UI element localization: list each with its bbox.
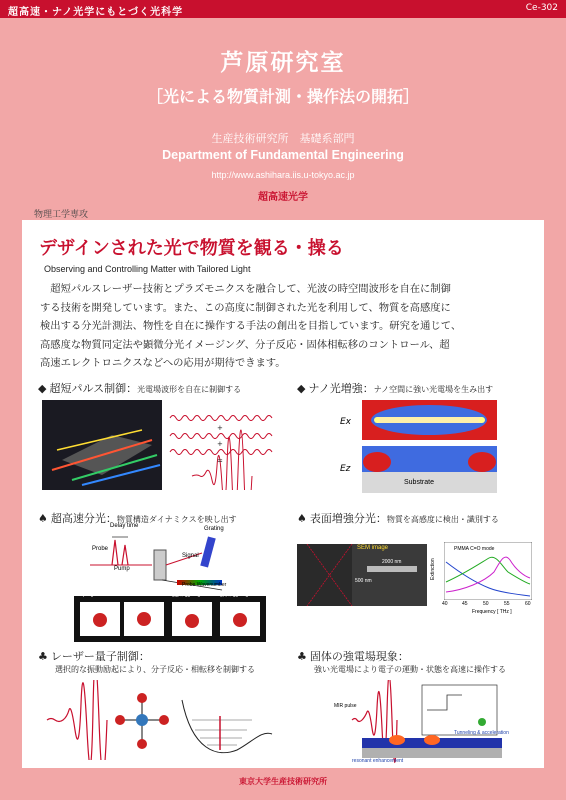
scale-500-label: 500 nm	[355, 578, 372, 584]
intro-line: 超短パルスレーザー技術とプラズモニクスを融合して、光波の時空間波形を自在に制御	[50, 283, 451, 295]
diamond-icon: ◆	[38, 382, 47, 395]
svg-text:+: +	[217, 424, 223, 432]
major-strip	[0, 206, 566, 220]
lab-name: 芦原研究室	[220, 50, 346, 76]
poster-code: Ce-302	[525, 3, 558, 13]
major-label: 物理工学専攻	[34, 210, 89, 220]
delay-time-label: Delay time	[110, 523, 139, 529]
sem-image-figure	[297, 544, 427, 606]
diamond-icon: ◆	[297, 382, 306, 395]
header	[0, 18, 566, 206]
extinction-label: Extinction	[430, 558, 436, 580]
svg-text:=: =	[217, 457, 223, 465]
headline-en: Observing and Controlling Matter with Tailored Light	[44, 264, 251, 274]
section-title-nano	[297, 380, 493, 396]
club-icon: ♣	[297, 650, 307, 663]
quantum-control-figure	[42, 680, 282, 760]
spade-icon: ♠	[38, 512, 48, 525]
club-icon: ♣	[38, 650, 48, 663]
footer-institution: 東京大学生産技術研究所	[239, 777, 327, 786]
section-desc: 光電場波形を自在に制御する	[137, 385, 242, 394]
probe-label: Probe	[92, 546, 109, 552]
t0-label: T = 0	[82, 593, 94, 599]
freq-tick: 50	[483, 601, 489, 607]
section-heading: 表面増強分光：	[309, 512, 387, 525]
department-en: Department of Fundamental Engineering	[162, 148, 404, 162]
intro-text	[40, 280, 530, 373]
left-frame	[0, 220, 22, 768]
t2-label: 0.4 × 10⁻¹² s	[220, 593, 249, 599]
tunneling-label: Tunneling & acceleration	[454, 730, 509, 736]
section-heading: 超短パルス制御：	[49, 382, 138, 395]
section-desc: 強い光電場により電子の運動・状態を高速に操作する	[314, 665, 506, 674]
intro-line: 高感度な物質同定法や顕微分光イメージング、分子反応・固体相転移のコントロール、超	[40, 338, 450, 351]
pmma-label: PMMA C=O mode	[454, 546, 495, 552]
lab-subtitle: ［光による物質計測・操作法の開拓］	[146, 87, 419, 106]
lab-url[interactable]: http://www.ashihara.iis.u-tokyo.ac.jp	[211, 170, 355, 180]
signal-label: Signal	[182, 553, 199, 559]
section-heading: 超高速分光：	[50, 512, 117, 525]
section-heading: レーザー量子制御：	[50, 650, 150, 663]
substrate-label: Substrate	[404, 479, 434, 486]
section-desc: 物質構造ダイナミクスを映し出す	[116, 515, 237, 524]
section-title-pulse	[38, 380, 241, 396]
intro-line: 高速エレクトロニクスなどへの応用が期待できます。	[40, 357, 286, 370]
intro-line: する技術を開発しています。また、この高度に制御された光を利用して、物質を高感度に	[40, 301, 451, 314]
freq-axis-label: Frequency [ THz ]	[472, 609, 512, 615]
institute: 生産技術研究所 基礎系部門	[211, 132, 355, 145]
freq-tick: 45	[462, 601, 468, 607]
resonant-label: resonant enhancement	[352, 758, 404, 764]
mir-pulse-label: MIR pulse	[334, 703, 357, 709]
grating-label: Grating	[204, 526, 224, 532]
top-bar	[0, 0, 566, 18]
section-desc: 選択的な振動励起により、分子反応・相転移を制御する	[55, 665, 255, 674]
section-heading: ナノ光増強：	[308, 382, 374, 395]
freq-tick: 40	[442, 601, 448, 607]
headline: デザインされた光で物質を観る・操る	[39, 238, 344, 259]
section-desc: ナノ空間に強い光電場を生み出す	[373, 385, 494, 394]
series-title: 超高速・ナノ光学にもとづく光科学	[8, 7, 184, 18]
freq-tick: 55	[504, 601, 510, 607]
freq-tick: 60	[525, 601, 531, 607]
section-desc: 物質を高感度に検出・識別する	[386, 515, 499, 524]
right-frame	[544, 220, 566, 768]
research-field: 超高速光学	[258, 192, 308, 203]
film-strip-figure	[74, 596, 266, 642]
svg-text:+: +	[217, 440, 223, 448]
scale-2000-label: 2000 nm	[382, 559, 402, 565]
ex-label: Ex	[340, 417, 352, 427]
pump-label: Pump	[114, 566, 130, 572]
ez-label: Ez	[340, 464, 351, 474]
main-content	[22, 220, 544, 768]
section-heading: 固体の強電場現象：	[309, 650, 409, 663]
intro-line: 検出する分光計測法、物性を自在に操作する手法の創出を目指しています。研究を通じて、	[40, 320, 462, 333]
pulse-shaping-figure	[42, 400, 282, 490]
strong-field-figure	[322, 680, 537, 765]
probe-wavenumber-label: Probe Wavenumber	[182, 582, 227, 588]
section-title-strong-field	[297, 648, 409, 664]
spade-icon: ♠	[297, 512, 307, 525]
footer	[0, 768, 566, 800]
section-title-sers	[297, 510, 499, 526]
t1-label: 0.2 × 10⁻¹² s	[172, 593, 201, 599]
section-title-quantum	[38, 648, 150, 664]
sem-image-label: SEM image	[357, 545, 389, 551]
